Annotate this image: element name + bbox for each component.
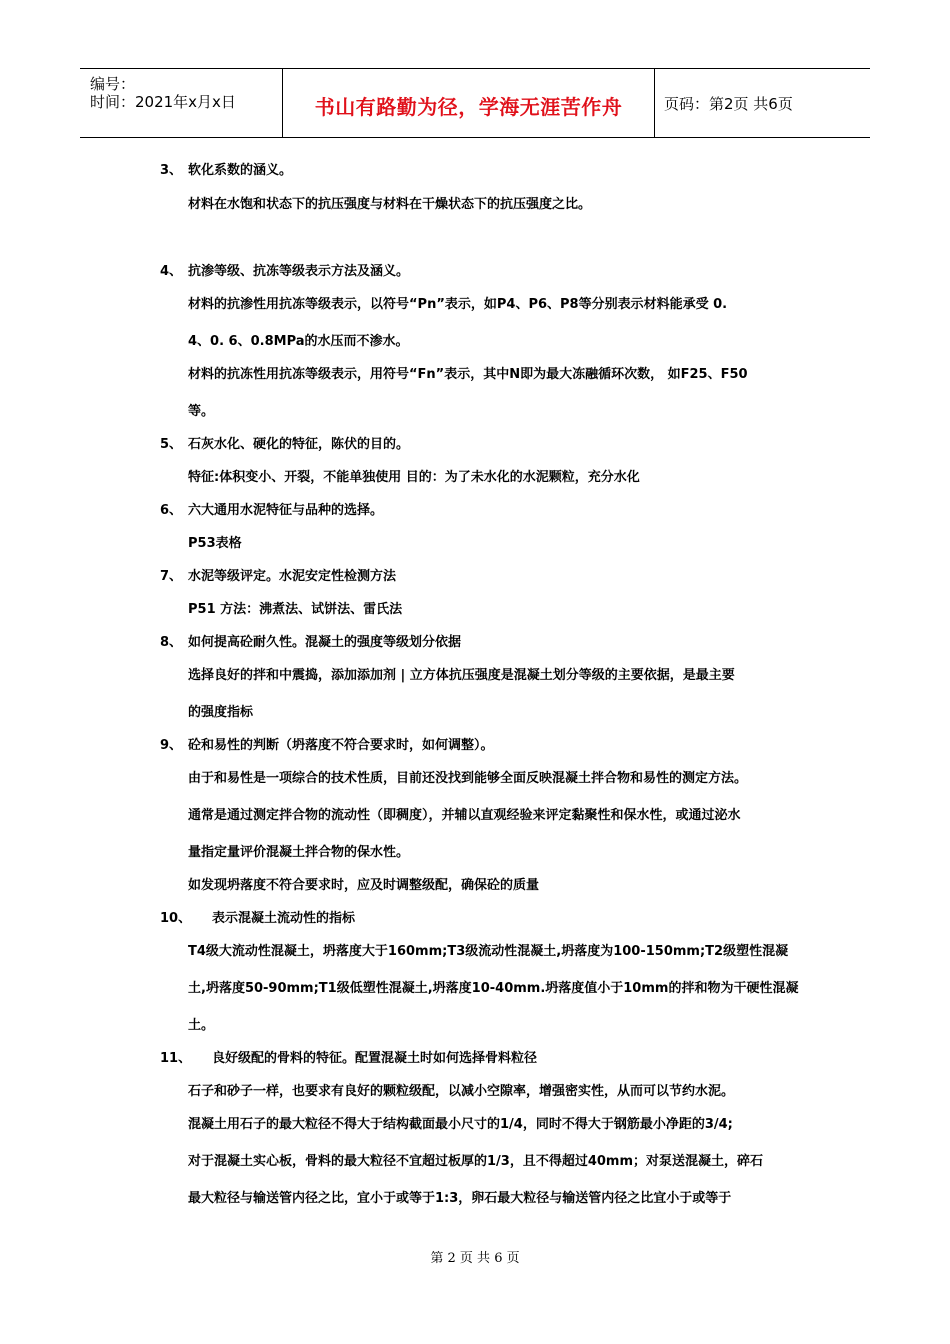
question-number: 5、 xyxy=(160,437,183,452)
page-code: 页码：第2页 共6页 xyxy=(664,95,793,113)
time-label: 时间：2021年x月x日 xyxy=(90,93,236,111)
question-text: 良好级配的骨料的特征。配置混凝土时如何选择骨料粒径 xyxy=(212,1051,538,1066)
answer-line: 特征:体积变小、开裂，不能单独使用 目的：为了未水化的水泥颗粒，充分水化 xyxy=(188,470,640,485)
answer-line: P53表格 xyxy=(188,536,242,551)
header-table xyxy=(80,68,870,138)
question-number: 4、 xyxy=(160,264,183,279)
answer-line: 对于混凝土实心板，骨料的最大粒径不宜超过板厚的1/3，且不得超过40mm；对泵送混凝土，碎石 xyxy=(188,1154,764,1169)
answer-line: 如发现坍落度不符合要求时，应及时调整级配，确保砼的质量 xyxy=(188,878,540,893)
answer-line: 等。 xyxy=(188,404,215,419)
answer-line: P51 方法：沸煮法、试饼法、雷氏法 xyxy=(188,602,403,617)
answer-line: 材料的抗冻性用抗冻等级表示，用符号“Fn”表示，其中N即为最大冻融循环次数， 如F25、F50 xyxy=(188,367,748,382)
question-text: 表示混凝土流动性的指标 xyxy=(212,911,356,926)
answer-line: 由于和易性是一项综合的技术性质，目前还没找到能够全面反映混凝土拌合物和易性的测定方法。 xyxy=(188,771,748,786)
question-number: 10、 xyxy=(160,911,192,926)
header-page-cell xyxy=(654,69,870,137)
motto: 书山有路勤为径，学海无涯苦作舟 xyxy=(314,95,623,119)
question-number: 11、 xyxy=(160,1051,192,1066)
question-number: 3、 xyxy=(160,163,183,178)
question-number: 8、 xyxy=(160,635,183,650)
answer-line: 最大粒径与输送管内径之比，宜小于或等于1:3，卵石最大粒径与输送管内径之比宜小于或等于 xyxy=(188,1191,732,1206)
page-footer: 第 2 页 共 6 页 xyxy=(430,1251,520,1266)
answer-line: 土。 xyxy=(188,1018,215,1033)
answer-line: 混凝土用石子的最大粒径不得大于结构截面最小尺寸的1/4，同时不得大于钢筋最小净距的3/4; xyxy=(188,1117,733,1132)
answer-line: 材料的抗渗性用抗冻等级表示，以符号“Pn”表示，如P4、P6、P8等分别表示材料能承受 0. xyxy=(188,297,728,312)
question-number: 9、 xyxy=(160,738,183,753)
answer-line: 材料在水饱和状态下的抗压强度与材料在干燥状态下的抗压强度之比。 xyxy=(188,197,592,212)
question-number: 6、 xyxy=(160,503,183,518)
question-text: 砼和易性的判断（坍落度不符合要求时，如何调整）。 xyxy=(188,738,494,753)
question-number: 7、 xyxy=(160,569,183,584)
question-text: 软化系数的涵义。 xyxy=(188,163,293,178)
header-motto-cell xyxy=(282,69,655,137)
question-text: 如何提高砼耐久性。混凝土的强度等级划分依据 xyxy=(188,635,462,650)
answer-line: 量指定量评价混凝土拌合物的保水性。 xyxy=(188,845,410,860)
answer-line: 的强度指标 xyxy=(188,705,254,720)
answer-line: 石子和砂子一样，也要求有良好的颗粒级配，以减小空隙率，增强密实性，从而可以节约水泥。 xyxy=(188,1084,735,1099)
answer-line: 4、0. 6、0.8MPa的水压而不渗水。 xyxy=(188,334,409,349)
answer-line: T4级大流动性混凝土，坍落度大于160mm;T3级流动性混凝土,坍落度为100-150mm;T2级塑性混凝 xyxy=(188,944,789,959)
header-info-cell xyxy=(80,69,282,137)
question-text: 石灰水化、硬化的特征，陈伏的目的。 xyxy=(188,437,410,452)
answer-line: 通常是通过测定拌合物的流动性（即稠度），并辅以直观经验来评定黏聚性和保水性，或通过泌水 xyxy=(188,808,741,823)
answer-line: 土,坍落度50-90mm;T1级低塑性混凝土,坍落度10-40mm.坍落度值小于10mm的拌和物为干硬性混凝 xyxy=(188,981,799,996)
answer-line: 选择良好的拌和中震捣，添加添加剂 | 立方体抗压强度是混凝土划分等级的主要依据，是最主要 xyxy=(188,668,735,683)
question-text: 六大通用水泥特征与品种的选择。 xyxy=(188,503,384,518)
question-text: 水泥等级评定。水泥安定性检测方法 xyxy=(188,569,397,584)
question-text: 抗渗等级、抗冻等级表示方法及涵义。 xyxy=(188,264,410,279)
number-label: 编号： xyxy=(90,75,136,93)
